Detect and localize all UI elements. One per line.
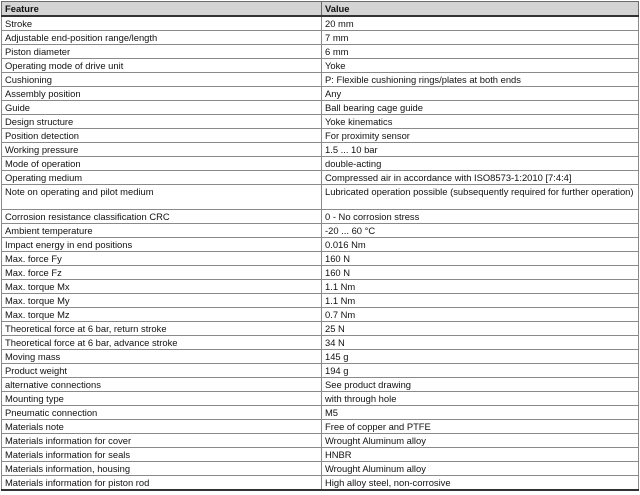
value-cell: Lubricated operation possible (subsequently required for further operation) (322, 185, 639, 210)
feature-cell: Working pressure (2, 143, 322, 157)
table-row (2, 350, 639, 364)
feature-cell: Cushioning (2, 73, 322, 87)
feature-cell: Materials information for piston rod (2, 476, 322, 491)
table-row (2, 364, 639, 378)
feature-cell: Materials information, housing (2, 462, 322, 476)
feature-cell: alternative connections (2, 378, 322, 392)
table-row (2, 336, 639, 350)
value-cell: 0 - No corrosion stress (322, 210, 639, 224)
value-cell: 20 mm (322, 16, 639, 31)
feature-cell: Theoretical force at 6 bar, return stroke (2, 322, 322, 336)
feature-cell: Impact energy in end positions (2, 238, 322, 252)
table-row (2, 210, 639, 224)
table-row (2, 73, 639, 87)
value-cell: Free of copper and PTFE (322, 420, 639, 434)
table-row (2, 224, 639, 238)
value-cell: 160 N (322, 266, 639, 280)
value-cell: See product drawing (322, 378, 639, 392)
table-row (2, 476, 639, 491)
feature-cell: Position detection (2, 129, 322, 143)
value-cell: Any (322, 87, 639, 101)
table-row (2, 59, 639, 73)
value-cell: 1.1 Nm (322, 280, 639, 294)
table-row (2, 143, 639, 157)
table-row (2, 101, 639, 115)
value-cell: 6 mm (322, 45, 639, 59)
column-header-feature: Feature (2, 2, 322, 17)
value-cell: -20 ... 60 °C (322, 224, 639, 238)
value-cell: High alloy steel, non-corrosive (322, 476, 639, 491)
feature-cell: Materials information for cover (2, 434, 322, 448)
value-cell: HNBR (322, 448, 639, 462)
value-cell: 160 N (322, 252, 639, 266)
value-cell: Wrought Aluminum alloy (322, 462, 639, 476)
table-row (2, 87, 639, 101)
table-row (2, 31, 639, 45)
feature-cell: Max. torque Mz (2, 308, 322, 322)
table-row (2, 185, 639, 210)
table-row (2, 420, 639, 434)
table-row (2, 434, 639, 448)
feature-cell: Operating mode of drive unit (2, 59, 322, 73)
feature-cell: Theoretical force at 6 bar, advance stroke (2, 336, 322, 350)
feature-cell: Design structure (2, 115, 322, 129)
table-row (2, 252, 639, 266)
value-cell: Yoke (322, 59, 639, 73)
column-header-value: Value (322, 2, 639, 17)
feature-cell: Guide (2, 101, 322, 115)
value-cell: 1.1 Nm (322, 294, 639, 308)
table-row (2, 462, 639, 476)
feature-cell: Mounting type (2, 392, 322, 406)
table-row (2, 266, 639, 280)
table-row (2, 406, 639, 420)
feature-cell: Max. force Fz (2, 266, 322, 280)
value-cell: 7 mm (322, 31, 639, 45)
feature-cell: Assembly position (2, 87, 322, 101)
feature-cell: Corrosion resistance classification CRC (2, 210, 322, 224)
feature-cell: Stroke (2, 16, 322, 31)
table-row (2, 171, 639, 185)
table-row (2, 448, 639, 462)
value-cell: with through hole (322, 392, 639, 406)
table-row (2, 16, 639, 31)
feature-cell: Pneumatic connection (2, 406, 322, 420)
value-cell: 34 N (322, 336, 639, 350)
table-body (2, 16, 639, 490)
feature-cell: Ambient temperature (2, 224, 322, 238)
spec-table (1, 1, 639, 491)
value-cell: M5 (322, 406, 639, 420)
value-cell: double-acting (322, 157, 639, 171)
feature-cell: Materials information for seals (2, 448, 322, 462)
table-row (2, 157, 639, 171)
table-row (2, 129, 639, 143)
table-row (2, 308, 639, 322)
value-cell: P: Flexible cushioning rings/plates at both ends (322, 73, 639, 87)
feature-cell: Note on operating and pilot medium (2, 185, 322, 210)
feature-cell: Mode of operation (2, 157, 322, 171)
table-row (2, 294, 639, 308)
value-cell: 0.7 Nm (322, 308, 639, 322)
feature-cell: Materials note (2, 420, 322, 434)
value-cell: Wrought Aluminum alloy (322, 434, 639, 448)
feature-cell: Operating medium (2, 171, 322, 185)
value-cell: Compressed air in accordance with ISO8573-1:2010 [7:4:4] (322, 171, 639, 185)
feature-cell: Piston diameter (2, 45, 322, 59)
feature-cell: Moving mass (2, 350, 322, 364)
value-cell: Yoke kinematics (322, 115, 639, 129)
table-row (2, 378, 639, 392)
table-row (2, 115, 639, 129)
feature-cell: Adjustable end-position range/length (2, 31, 322, 45)
value-cell: 194 g (322, 364, 639, 378)
value-cell: 1.5 ... 10 bar (322, 143, 639, 157)
table-row (2, 280, 639, 294)
value-cell: For proximity sensor (322, 129, 639, 143)
table-row (2, 322, 639, 336)
table-row (2, 45, 639, 59)
table-row (2, 392, 639, 406)
feature-cell: Max. torque My (2, 294, 322, 308)
feature-cell: Max. torque Mx (2, 280, 322, 294)
value-cell: 25 N (322, 322, 639, 336)
feature-cell: Product weight (2, 364, 322, 378)
feature-cell: Max. force Fy (2, 252, 322, 266)
table-header-row (2, 2, 639, 17)
value-cell: 0.016 Nm (322, 238, 639, 252)
table-row (2, 238, 639, 252)
value-cell: 145 g (322, 350, 639, 364)
value-cell: Ball bearing cage guide (322, 101, 639, 115)
